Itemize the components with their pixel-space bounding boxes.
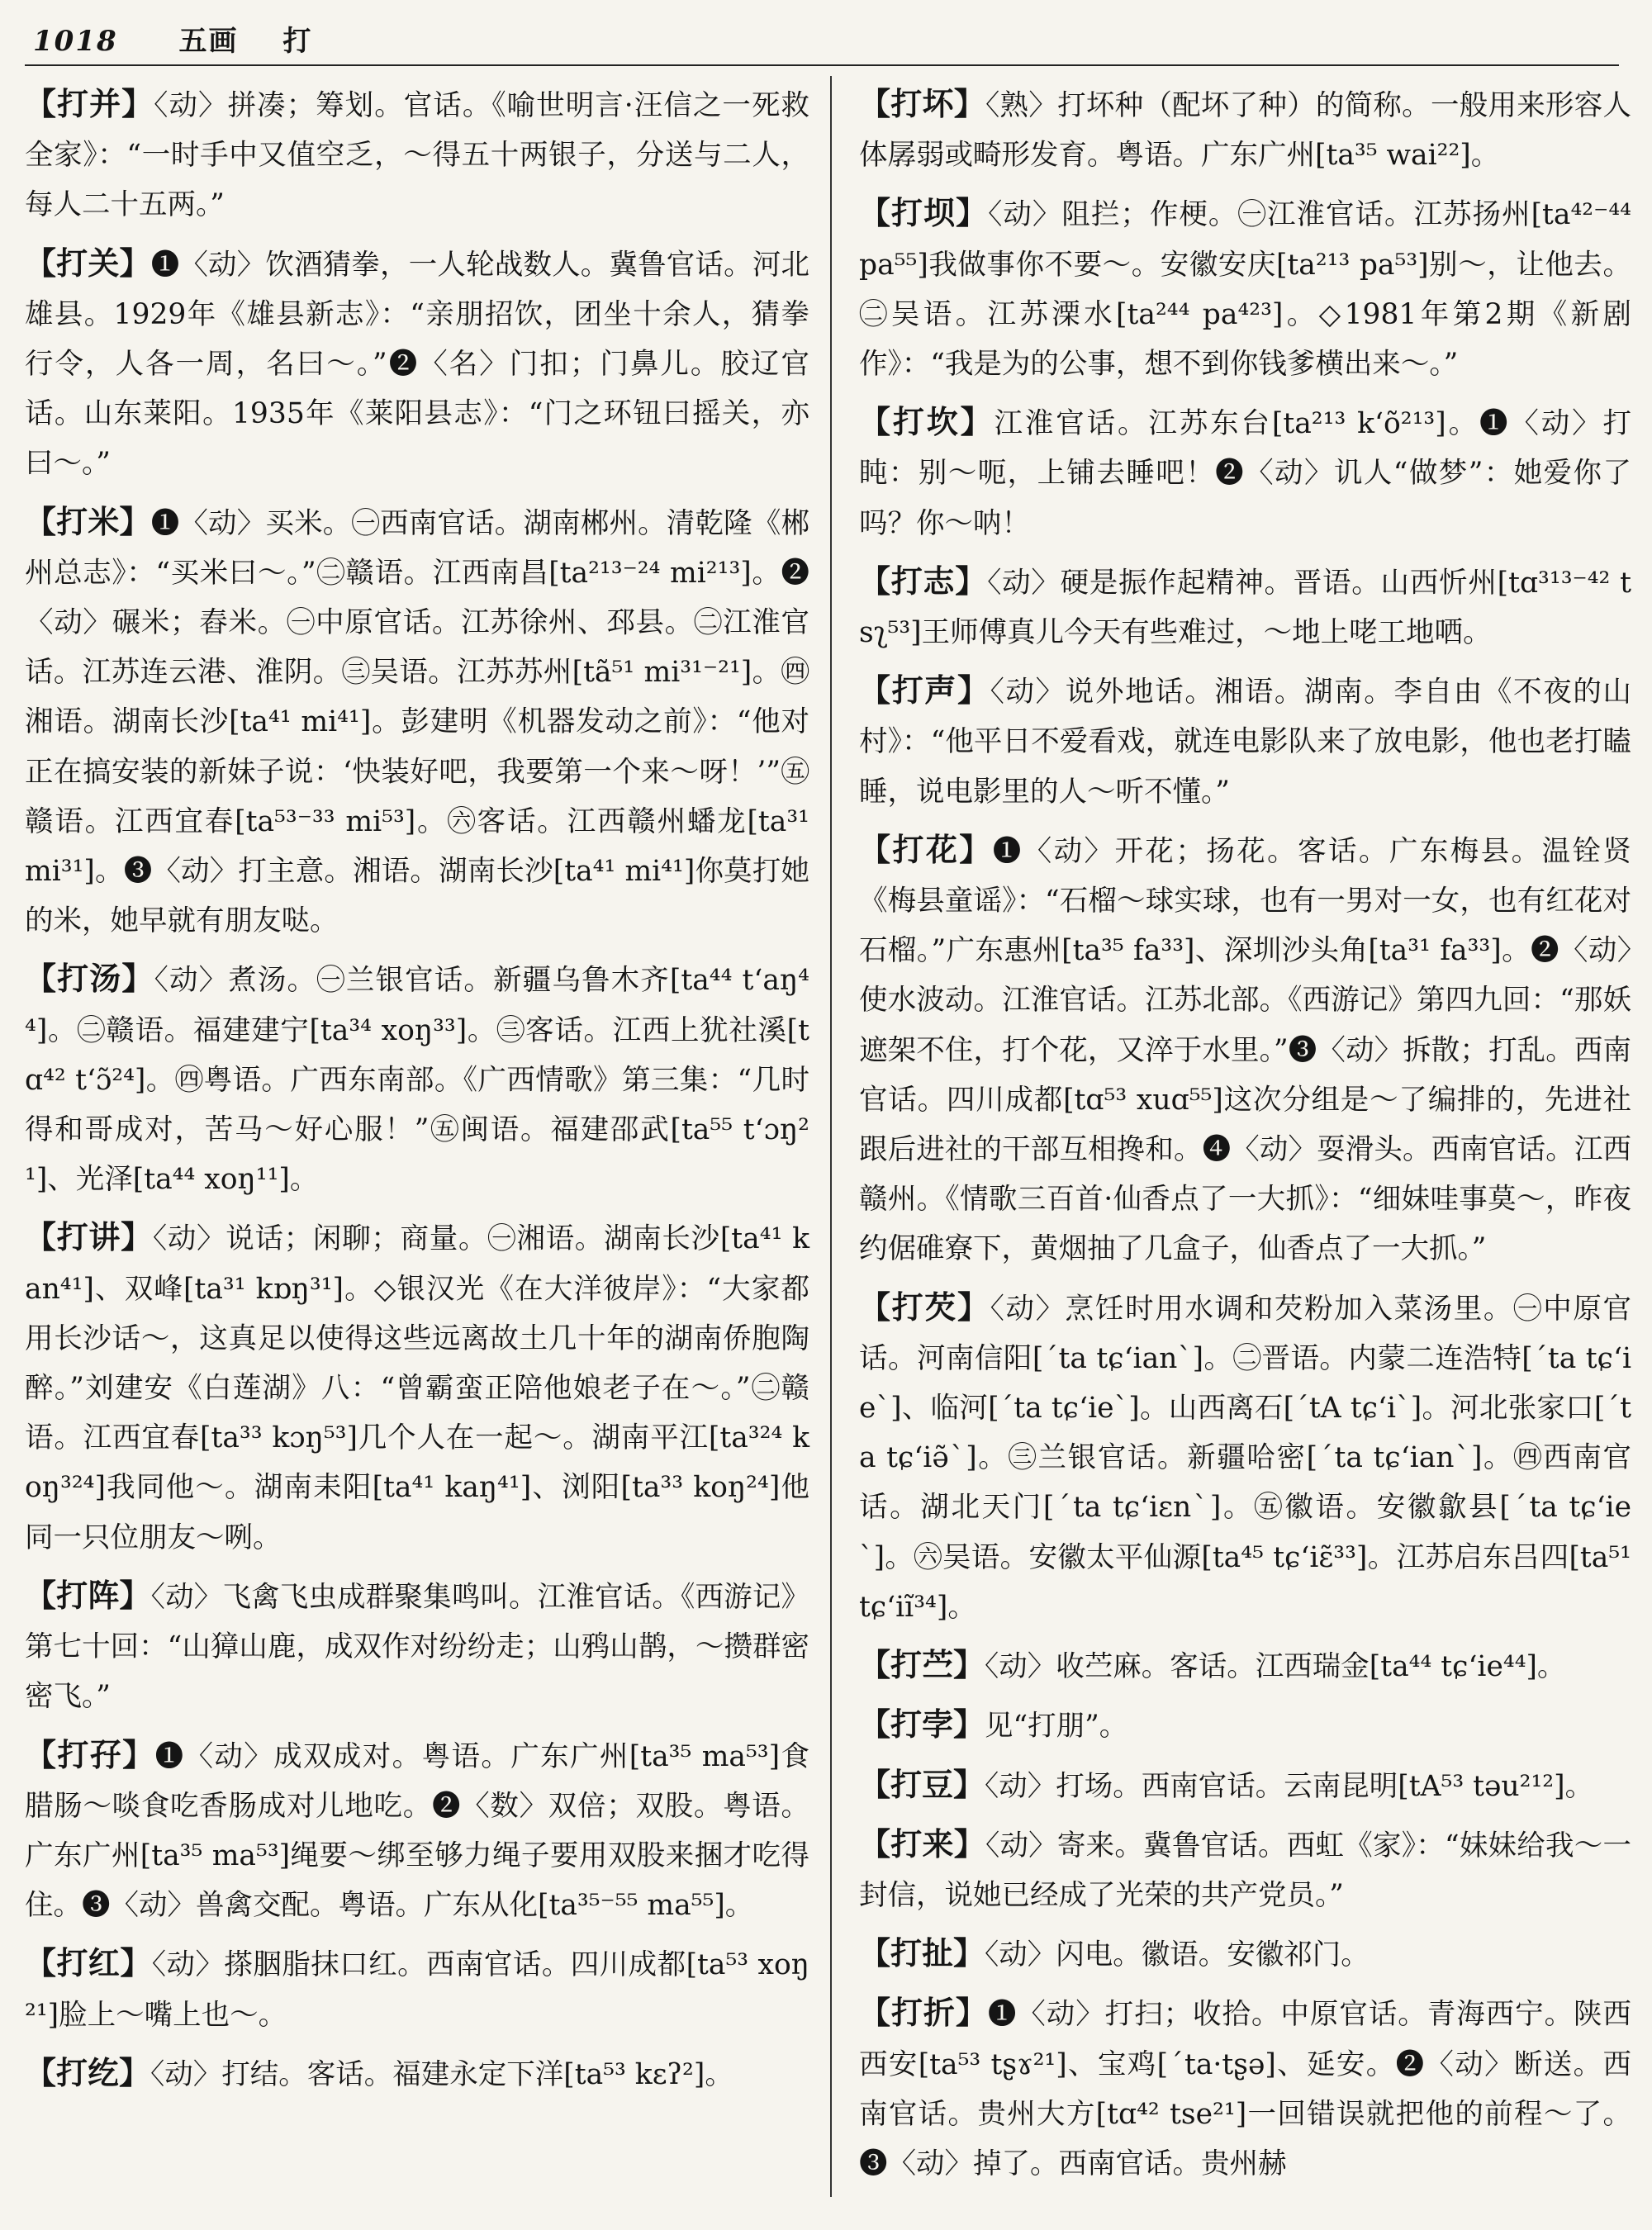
entry-headword: 【打坏】 [859,85,986,122]
dictionary-entry [859,1283,1631,1632]
entry-headword: 【打花】 [859,830,993,868]
dictionary-entry [859,1929,1631,1980]
header-rule [25,64,1619,66]
dictionary-entry [25,497,809,947]
dictionary-entry [859,1988,1631,2189]
entry-headword: 【打关】 [25,244,151,282]
right-column [859,79,1631,2197]
entry-headword: 【打扯】 [859,1934,985,1972]
entry-definition: 见“打朋”。 [985,1710,1128,1744]
entry-definition: 〈动〉拼凑；筹划。官话。《喻世明言·汪信之一死救全家》：“一时手中又值空乏，～得五十两银子，分送与二人，每人二十五两。” [25,89,809,222]
page-number: 1018 [33,25,118,58]
dictionary-entry [25,79,809,230]
entry-headword: 【打来】 [859,1824,985,1862]
entry-definition: ❶〈动〉饮酒猜拳，一人轮战数人。冀鲁官话。河北雄县。1929年《雄县新志》：“亲朋招饮，团坐十余人，猜拳行令，人各一周，名曰～。”❷〈名〉门扣；门鼻儿。胶辽官话。山东莱阳。1935年《莱阳县志》：“门之环钮曰摇关，亦曰～。” [25,248,809,481]
entry-headword: 【打声】 [859,671,990,709]
entry-headword: 【打孛】 [859,1706,985,1744]
entry-headword: 【打阵】 [25,1576,151,1614]
entry-headword: 【打红】 [25,1944,152,1982]
dictionary-entry [25,239,809,489]
entry-headword: 【打苎】 [859,1646,985,1684]
entry-headword: 【打纥】 [25,2053,151,2091]
entry-definition: 〈动〉飞禽飞虫成群聚集鸣叫。江淮官话。《西游记》第七十回：“山獐山鹿，成双作对纷纷走；山鸦山鹊，～攒群密密飞。” [25,1580,809,1714]
entry-definition: 〈动〉闪电。徽语。安徽祁门。 [985,1938,1370,1972]
dictionary-entry [859,1700,1631,1751]
entry-definition: 江淮官话。江苏东台[ta²¹³ kʻõ²¹³]。❶〈动〉打盹：别～呃，上铺去睡吧！❷〈动〉讥人“做梦”：她爱你了吗？你～呐！ [859,407,1631,540]
entry-headword: 【打米】 [25,502,151,540]
dictionary-entry [25,1212,809,1562]
entry-definition: 〈动〉打场。西南官话。云南昆明[tA⁵³ təu²¹²]。 [985,1769,1594,1803]
dictionary-entry [25,1571,809,1722]
entry-definition: 〈熟〉打坏种（配坏了种）的简称。一般用来形容人体孱弱或畸形发育。粤语。广东广州[ta³⁵ wai²²]。 [859,89,1631,173]
page-header [33,18,312,59]
entry-definition: 〈动〉寄来。冀鲁官话。西虹《家》：“妹妹给我～一封信，说她已经成了光荣的共产党员。” [859,1829,1631,1912]
entry-definition: 〈动〉说外地话。湘语。湖南。李自由《不夜的山村》：“他平日不爱看戏，就连电影队来了放电影，他也老打瞌睡，说电影里的人～听不懂。” [859,676,1631,809]
dictionary-entry [25,954,809,1204]
entry-definition: 〈动〉硬是振作起精神。晋语。山西忻州[tɑ³¹³⁻⁴² tsʅ⁵³]王师傅真儿今天有些难过，～地上咾工地哂。 [859,566,1631,650]
left-column [25,79,809,2108]
dictionary-entry [859,1760,1631,1811]
entry-headword: 【打并】 [25,85,154,122]
dictionary-entry [859,188,1631,389]
dictionary-entry [25,1730,809,1931]
header-char: 打 [282,25,313,58]
entry-definition: 〈动〉打结。客话。福建永定下洋[ta⁵³ kɛʔ²]。 [150,2057,733,2091]
entry-headword: 【打孖】 [25,1735,155,1773]
entry-definition: 〈动〉煮汤。㊀兰银官话。新疆乌鲁木齐[ta⁴⁴ tʻaŋ⁴⁴]。㊁赣语。福建建宁[ta³⁴ xoŋ³³]。㊂客话。江西上犹社溪[tɑ⁴² tʻɔ̃²⁴]。㊃粤语。广西东南部。《广西情歌》第三集：“几时得和哥成对，苦马～好心服！”㊄闽语。福建邵武[ta⁵⁵ tʻɔŋ²¹]、光泽[ta⁴⁴ xoŋ¹¹]。 [25,964,809,1197]
dictionary-entry [859,1820,1631,1920]
dictionary-entry [859,79,1631,180]
column-divider [830,76,832,2197]
dictionary-entry [25,1938,809,2039]
entry-headword: 【打芡】 [859,1288,990,1326]
dictionary-entry [859,1640,1631,1691]
entry-definition: ❶〈动〉买米。㊀西南官话。湖南郴州。清乾隆《郴州总志》：“买米曰～。”㊁赣语。江西南昌[ta²¹³⁻²⁴ mi²¹³]。❷〈动〉碾米；舂米。㊀中原官话。江苏徐州、邳县。㊁江淮官话。江苏连云港、淮阴。㊂吴语。江苏苏州[tã⁵¹ mi³¹⁻²¹]。㊃湘语。湖南长沙[ta⁴¹ mi⁴¹]。彭建明《机器发动之前》：“他对正在搞安装的新妹子说：‘快装好吧，我要第一个来～呀！’”㊄赣语。江西宜春[ta⁵³⁻³³ mi⁵³]。㊅客话。江西赣州蟠龙[ta³¹ mi³¹]。❸〈动〉打主意。湘语。湖南长沙[ta⁴¹ mi⁴¹]你莫打她的米，她早就有朋友哒。 [25,506,809,938]
section-label: 五画 [178,25,239,58]
dictionary-entry [859,397,1631,548]
entry-headword: 【打坎】 [859,403,995,441]
dictionary-entry [25,2048,809,2100]
dictionary-entry [859,557,1631,657]
entry-definition: ❶〈动〉成双成对。粤语。广东广州[ta³⁵ ma⁵³]食腊肠～啖食吃香肠成对儿地吃。❷〈数〉双倍；双股。粤语。广东广州[ta³⁵ ma⁵³]绳要～绑至够力绳子要用双股来捆才吃得住。❸〈动〉兽禽交配。粤语。广东从化[ta³⁵⁻⁵⁵ ma⁵⁵]。 [25,1739,809,1923]
entry-definition: 〈动〉烹饪时用水调和芡粉加入菜汤里。㊀中原官话。河南信阳[ˊta tɕʻianˋ]。㊁晋语。内蒙二连浩特[ˊta tɕʻieˋ]、临河[ˊta tɕʻieˋ]。山西离石[ˊtA tɕʻiˋ]。河北张家口[ˊta tɕʻiə̃ˋ]。㊂兰银官话。新疆哈密[ˊta tɕʻianˋ]。㊃西南官话。湖北天门[ˊta tɕʻiɛnˋ]。㊄徽语。安徽歙县[ˊta tɕʻieˋ]。㊅吴语。安徽太平仙源[ta⁴⁵ tɕʻiɛ̃³³]。江苏启东吕四[ta⁵¹ tɕʻiĩ³⁴]。 [859,1292,1631,1624]
entry-definition: 〈动〉收苎麻。客话。江西瑞金[ta⁴⁴ tɕʻie⁴⁴]。 [985,1650,1566,1684]
entry-headword: 【打坝】 [859,194,989,232]
dictionary-entry [859,666,1631,817]
entry-definition: 〈动〉阻拦；作梗。㊀江淮官话。江苏扬州[ta⁴²⁻⁴⁴ pa⁵⁵]我做事你不要～。安徽安庆[ta²¹³ pa⁵³]别～，让他去。㊁吴语。江苏溧水[ta²⁴⁴ pa⁴²³]。◇1981年第2期《新剧作》：“我是为的公事，想不到你钱爹横出来～。” [859,198,1631,382]
entry-headword: 【打讲】 [25,1218,153,1256]
dictionary-entry [859,825,1631,1274]
entry-definition: ❶〈动〉开花；扬花。客话。广东梅县。温铨贤《梅县童谣》：“石榴～球实球，也有一男对一女，也有红花对石榴。”广东惠州[ta³⁵ fa³³]、深圳沙头角[ta³¹ fa³³]。❷〈动〉使水波动。江淮官话。江苏北部。《西游记》第四九回：“那妖遮架不住，打个花，又淬于水里。”❸〈动〉拆散；打乱。西南官话。四川成都[tɑ⁵³ xuɑ⁵⁵]这次分组是～了编排的，先进社跟后进社的干部互相搀和。❹〈动〉耍滑头。西南官话。江西赣州。《情歌三百首·仙香点了一大抓》：“细妹哇事莫～，昨夜约倨碓寮下，黄烟抽了几盒子，仙香点了一大抓。” [859,834,1631,1266]
entry-headword: 【打折】 [859,1994,988,2032]
entry-headword: 【打志】 [859,562,988,600]
entry-headword: 【打豆】 [859,1765,985,1803]
entry-definition: 〈动〉搽胭脂抹口红。西南官话。四川成都[ta⁵³ xoŋ²¹]脸上～嘴上也～。 [25,1948,809,2032]
entry-definition: ❶〈动〉打扫；收拾。中原官话。青海西宁。陕西西安[ta⁵³ tʂɤ²¹]、宝鸡[ˊta·tʂə]、延安。❷〈动〉断送。西南官话。贵州大方[tɑ⁴² tse²¹]一回错误就把他的前程～了。❸〈动〉掉了。西南官话。贵州赫 [859,1998,1631,2180]
entry-definition: 〈动〉说话；闲聊；商量。㊀湘语。湖南长沙[ta⁴¹ kan⁴¹]、双峰[ta³¹ kɒŋ³¹]。◇银汉光《在大洋彼岸》：“大家都用长沙话～，这真足以使得这些远离故土几十年的湖南侨胞陶醉。”刘建安《白莲湖》八：“曾霸蛮正陪他娘老子在～。”㊁赣语。江西宜春[ta³³ kɔŋ⁵³]几个人在一起～。湖南平江[ta³²⁴ koŋ³²⁴]我同他～。湖南耒阳[ta⁴¹ kaŋ⁴¹]、浏阳[ta³³ koŋ²⁴]他同一只位朋友～咧。 [25,1222,809,1554]
entry-headword: 【打汤】 [25,960,154,998]
